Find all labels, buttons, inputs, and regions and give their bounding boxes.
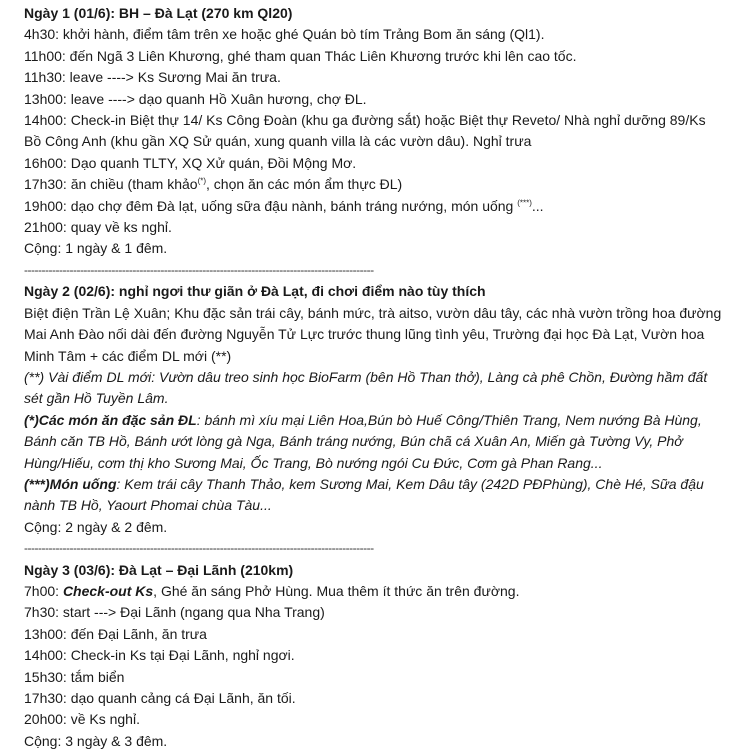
day2-note-food-label: (*)Các món ăn đặc sản ĐL [24, 411, 197, 428]
separator-1: ---------------------------------------------------------------------------------------------------- [24, 262, 374, 277]
day3-line-0700-time: 7h00: [24, 582, 63, 599]
day2-note-new-places-text: : Vườn dâu treo sinh học BioFarm (bên Hồ Than thở), Làng cà phê Chồn, Đường hầm đất sét gần Hồ Tuyền Lâm. [24, 368, 708, 407]
day1-line-1730 [24, 174, 750, 195]
day1-line-2100: 21h00: quay về ks nghỉ. [24, 219, 172, 236]
day3-line-1400: 14h00: Check-in Ks tại Đại Lãnh, nghỉ ngơi. [24, 647, 295, 664]
day2-note-food-text: : bánh mì xíu mại Liên Hoa,Bún bò Huế Công/Thiên Trang, Nem nướng Bà Hùng, Bánh căn TB Hồ, Bánh ướt lòng gà Nga, Bánh tráng nướng, Bún chã cá Xuân An, Miến gà Tường Vy, Phở Hùng/Hiếu, cơm thị kho Sương Mai, Ốc Trang, Bò nướng ngói Cu Đức, Cơm gà Phan Rang... [24, 411, 702, 471]
day3-line-0700-checkout: Check-out Ks [62, 582, 154, 599]
day3-line-0730: 7h30: start ---> Đại Lãnh (ngang qua Nha Trang) [24, 604, 325, 621]
day1-line-1100: 11h00: đến Ngã 3 Liên Khương, ghé tham quan Thác Liên Khương trước khi lên cao tốc. [24, 47, 577, 64]
day2-note-drinks-text: : Kem trái cây Thanh Thảo, kem Sương Mai, Kem Dâu tây (242D PĐPhùng), Chè Hé, Sữa đậu nành TB Hồ, Yaourt Phomai chùa Tàu... [24, 475, 704, 514]
day1-line-1730-text-a: 17h30: ăn chiều (tham khảo [24, 176, 198, 193]
day3-title: Ngày 3 (03/6): Đà Lạt – Đại Lãnh (210km) [24, 561, 294, 578]
day3-total: Cộng: 3 ngày & 3 đêm. [24, 732, 168, 749]
day2-note-new-places [24, 367, 724, 410]
separator-2: ---------------------------------------------------------------------------------------------------- [24, 541, 374, 556]
day1-line-1900-ref: (***) [517, 198, 532, 207]
day3-line-1730: 17h30: dạo quanh cảng cá Đại Lãnh, ăn tối. [24, 690, 296, 706]
day3-line-0700-rest: , Ghé ăn sáng Phở Hùng. Mua thêm ít thức ăn trên đường. [153, 582, 520, 599]
day1-line-1730-ref: (*) [197, 176, 207, 186]
day1-line-1300: 13h00: leave ----> dạo quanh Hồ Xuân hương, chợ ĐL. [24, 90, 367, 107]
day1-line-1130: 11h30: leave ----> Ks Sương Mai ăn trưa. [24, 69, 281, 86]
day3-line-0700 [24, 581, 750, 602]
day1-total: Cộng: 1 ngày & 1 đêm. [24, 240, 168, 257]
day2-total: Cộng: 2 ngày & 2 đêm. [24, 518, 168, 535]
day2-note-drinks-label: (***)Món uống [24, 475, 117, 492]
day1-line-1900-text-b: ... [531, 197, 544, 214]
day2-note-food [24, 410, 724, 474]
day3-line-2000: 20h00: về Ks nghỉ. [24, 711, 140, 728]
day2-intro: Biệt điện Trần Lệ Xuân; Khu đặc sản trái cây, bánh mức, trà aitso, vườn dâu tây, các nhà vườn trồng hoa đường Mai Anh Đào nối dài đến đường Nguyễn Tử Lực trước thung lũng tình yêu, Trường đại học Đà Lạt, Vườn hoa Minh Tâm + các điểm DL mới (**) [24, 304, 722, 364]
day2-note-new-places-label: (**) Vài điểm DL mới [24, 368, 152, 385]
day3-line-1530: 15h30: tắm biển [24, 668, 125, 685]
day1-line-1900-text-a: 19h00: dạo chợ đêm Đà lạt, uống sữa đậu nành, bánh tráng nướng, món uống [24, 197, 518, 214]
day1-line-1600: 16h00: Dạo quanh TLTY, XQ Xử quán, Đồi Mộng Mơ. [24, 154, 357, 171]
day1-title: Ngày 1 (01/6): BH – Đà Lạt (270 km Ql20) [24, 5, 293, 21]
day1-line-1400: 14h00: Check-in Biệt thự 14/ Ks Công Đoàn (khu ga đường sắt) hoặc Biệt thự Reveto/ Nhà nghỉ dưỡng 89/Ks Bồ Công Anh (khu gần XQ Sử quán, xung quanh villa là các vườn dâu). Nghỉ trưa [24, 112, 706, 150]
day3-line-1300: 13h00: đến Đại Lãnh, ăn trưa [24, 625, 207, 642]
day2-note-drinks [24, 474, 724, 517]
day1-line-1730-text-b: , chọn ăn các món ẩm thực ĐL) [206, 176, 403, 193]
day2-title: Ngày 2 (02/6): nghỉ ngơi thư giãn ở Đà Lạt, đi chơi điểm nào tùy thích [24, 283, 486, 300]
day1-line-1900 [24, 196, 750, 217]
day1-line-0430: 4h30: khởi hành, điểm tâm trên xe hoặc ghé Quán bò tím Trảng Bom ăn sáng (Ql1). [24, 26, 545, 43]
